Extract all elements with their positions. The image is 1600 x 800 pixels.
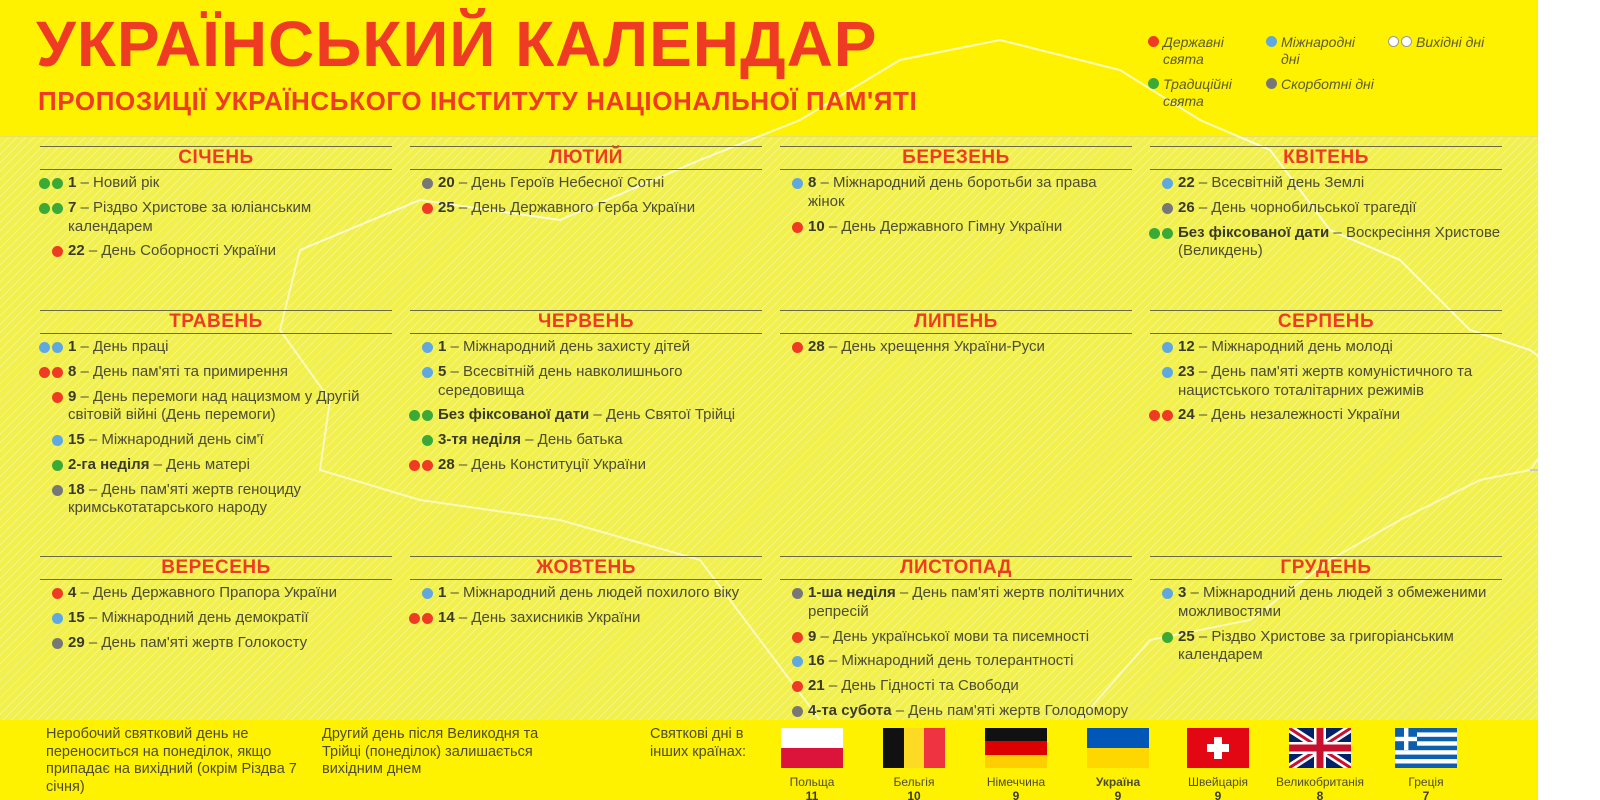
- category-dots-icon: [410, 342, 438, 353]
- holiday-entry: [780, 652, 1132, 671]
- month-block: [410, 146, 762, 224]
- country-holiday-count: 8: [1316, 789, 1324, 800]
- holiday-name: – Всесвітній день Землі: [1194, 174, 1365, 191]
- legend-weekend: [1388, 34, 1528, 51]
- holiday-date: 7: [68, 198, 77, 216]
- footer-note-1: Неробочий святковий день не переноситься на понеділок, якщо припадає на вихідний (окрім Різдва 7 січня): [46, 726, 297, 796]
- holiday-name: – День Соборності України: [84, 242, 277, 260]
- holiday-date: 1: [68, 338, 77, 355]
- category-dots-icon: [780, 588, 808, 599]
- holiday-name: – Міжнародний день молоді: [1194, 338, 1393, 355]
- holiday-date: 22: [1178, 174, 1195, 191]
- holiday-date: 5: [438, 362, 447, 380]
- state-dot-icon: [52, 392, 63, 403]
- holiday-date: 15: [68, 431, 85, 448]
- state-dot-icon: [52, 588, 63, 599]
- holiday-date: 22: [68, 242, 85, 260]
- holiday-name: – День пам'яті жертв політичних репресій: [808, 584, 1125, 620]
- holiday-entry: [410, 174, 762, 193]
- flag-pl-icon: [781, 728, 843, 768]
- holiday-entry: [410, 406, 762, 425]
- holiday-name: – День Державного Прапора України: [76, 584, 337, 601]
- holiday-name: – День пам'яті жертв комуністичного та нацистського тоталітарних режимів: [1178, 362, 1473, 399]
- holiday-name: – День пам'яті та примирення: [76, 362, 289, 380]
- month-title: КВІТЕНЬ: [1150, 146, 1502, 170]
- month-block: [40, 556, 392, 658]
- state-dot-icon: [422, 460, 433, 471]
- intl-dot-icon: [792, 656, 803, 667]
- countries-label: Святкові дні в інших країнах:: [650, 726, 747, 760]
- holiday-name: – Новий рік: [76, 174, 160, 191]
- holiday-name: – День пам'яті жертв Голодомору: [891, 701, 1129, 719]
- holiday-name: – День Героїв Небесної Сотні: [454, 174, 665, 191]
- country-name: Польща: [789, 775, 835, 789]
- legend-mourning-label: Скорботні дні: [1281, 76, 1374, 92]
- country-holiday-count: 9: [1214, 789, 1222, 800]
- holiday-name: – День батька: [520, 431, 623, 448]
- blue-dot-icon: [1266, 36, 1277, 47]
- holiday-date: 4: [68, 584, 77, 601]
- holiday-date: 8: [808, 174, 817, 191]
- month-title: СЕРПЕНЬ: [1150, 310, 1502, 334]
- month-block: [410, 556, 762, 634]
- country-holiday-count: 7: [1422, 789, 1430, 800]
- holiday-entry: [40, 609, 392, 628]
- flag-ua-icon: [1087, 728, 1149, 768]
- flag-de-icon: [985, 728, 1047, 768]
- category-dots-icon: [780, 632, 808, 643]
- grey-dot-icon: [1266, 78, 1277, 89]
- holiday-name: – День української мови та писемності: [816, 627, 1090, 645]
- holiday-name: – День матері: [149, 455, 250, 473]
- flag-be-icon: [883, 728, 945, 768]
- month-block: [1150, 146, 1502, 267]
- holiday-name: – Міжнародний день толерантності: [824, 652, 1074, 670]
- category-dots-icon: [1150, 410, 1178, 421]
- mourning-dot-icon: [792, 706, 803, 717]
- holiday-entry: [40, 431, 392, 450]
- category-dots-icon: [1150, 367, 1178, 378]
- category-dots-icon: [780, 681, 808, 692]
- month-title: ЛИСТОПАД: [780, 556, 1132, 580]
- month-title: ЛЮТИЙ: [410, 146, 762, 170]
- holiday-name: – День хрещення України-Руси: [824, 338, 1045, 355]
- category-dots-icon: [40, 392, 68, 403]
- holiday-entry: [40, 388, 392, 426]
- category-dots-icon: [40, 435, 68, 446]
- holiday-entry: [410, 199, 762, 218]
- holiday-date: 1-ша неділя: [808, 584, 896, 601]
- holiday-date: 28: [438, 455, 455, 473]
- holiday-entry: [410, 338, 762, 357]
- intl-dot-icon: [422, 342, 433, 353]
- trad-dot-icon: [52, 178, 63, 189]
- holiday-entry: [40, 481, 392, 519]
- legend-trad: [1148, 76, 1258, 110]
- legend-trad-label: Традиційні свята: [1163, 76, 1232, 109]
- holiday-entry: [410, 609, 762, 628]
- category-dots-icon: [410, 435, 438, 446]
- holiday-name: – День пам'яті жертв Голокосту: [84, 633, 308, 651]
- mourning-dot-icon: [52, 638, 63, 649]
- trad-dot-icon: [422, 410, 433, 421]
- state-dot-icon: [792, 342, 803, 353]
- month-block: [410, 310, 762, 481]
- month-title: ЖОВТЕНЬ: [410, 556, 762, 580]
- category-dots-icon: [40, 367, 68, 378]
- category-dots-icon: [1150, 228, 1178, 239]
- intl-dot-icon: [1162, 342, 1173, 353]
- holiday-entry: [40, 363, 392, 382]
- holiday-entry: [780, 628, 1132, 647]
- state-dot-icon: [52, 367, 63, 378]
- legend: [1148, 34, 1528, 114]
- legend-intl-label: Міжнародні дні: [1281, 34, 1356, 67]
- category-dots-icon: [40, 178, 68, 189]
- holiday-name: – Міжнародний день захисту дітей: [446, 338, 690, 355]
- country-name: Греція: [1408, 775, 1444, 789]
- country-holiday-count: 11: [805, 789, 819, 800]
- intl-dot-icon: [792, 178, 803, 189]
- month-block: [1150, 556, 1502, 671]
- intl-dot-icon: [422, 588, 433, 599]
- category-dots-icon: [40, 246, 68, 257]
- intl-dot-icon: [1162, 588, 1173, 599]
- country-holiday-count: 9: [1114, 789, 1122, 800]
- holiday-entry: [1150, 628, 1502, 666]
- month-block: [1150, 310, 1502, 431]
- month-title: ТРАВЕНЬ: [40, 310, 392, 334]
- page-subtitle: ПРОПОЗИЦІЇ УКРАЇНСЬКОГО ІНСТИТУТУ НАЦІОНАЛЬНОЇ ПАМ'ЯТІ: [38, 86, 918, 116]
- holiday-entry: [40, 199, 392, 237]
- category-dots-icon: [780, 342, 808, 353]
- holiday-entry: [40, 456, 392, 475]
- intl-dot-icon: [52, 613, 63, 624]
- flag-gr-icon: [1395, 728, 1457, 768]
- holiday-name: – Міжнародний день людей похилого віку: [446, 584, 740, 601]
- category-dots-icon: [410, 410, 438, 421]
- category-dots-icon: [410, 588, 438, 599]
- holiday-entry: [410, 456, 762, 475]
- holiday-name: – День незалежності України: [1194, 406, 1401, 424]
- holiday-date: 9: [68, 387, 77, 405]
- holiday-name: – День Державного Герба України: [454, 198, 696, 216]
- holiday-name: – Різдво Христове за юліанським календарем: [68, 198, 312, 235]
- holiday-entry: [780, 584, 1132, 622]
- holiday-entry: [1150, 406, 1502, 425]
- flag-ch-icon: [1187, 728, 1249, 768]
- category-dots-icon: [40, 638, 68, 649]
- holiday-name: – Міжнародний день боротьби за права жінок: [808, 174, 1097, 210]
- holiday-date: 1: [438, 584, 447, 601]
- category-dots-icon: [40, 203, 68, 214]
- country-holiday-count: 9: [1012, 789, 1020, 800]
- country-name: Великобританія: [1275, 775, 1365, 789]
- holiday-entry: [780, 174, 1132, 212]
- holiday-date: 8: [68, 362, 77, 380]
- page-title: УКРАЇНСЬКИЙ КАЛЕНДАР: [36, 8, 878, 80]
- holiday-date: 3-тя неділя: [438, 431, 521, 448]
- holiday-date: 1: [68, 174, 77, 191]
- holiday-entry: [410, 584, 762, 603]
- intl-dot-icon: [52, 342, 63, 353]
- holiday-date: 9: [808, 627, 817, 645]
- legend-state: [1148, 34, 1248, 68]
- intl-dot-icon: [39, 342, 50, 353]
- holiday-entry: [40, 242, 392, 261]
- month-block: [40, 146, 392, 267]
- category-dots-icon: [410, 613, 438, 624]
- holiday-date: 15: [68, 608, 85, 626]
- holiday-name: – День Державного Гімну України: [824, 217, 1063, 235]
- holiday-entry: [780, 677, 1132, 696]
- category-dots-icon: [1150, 588, 1178, 599]
- mourning-dot-icon: [1162, 203, 1173, 214]
- holiday-date: 12: [1178, 338, 1195, 355]
- country-name: Німеччина: [986, 775, 1046, 789]
- holiday-entry: [1150, 363, 1502, 401]
- category-dots-icon: [1150, 203, 1178, 214]
- holiday-date: 2-га неділя: [68, 455, 150, 473]
- holiday-date: 29: [68, 633, 85, 651]
- holiday-date: 25: [438, 198, 455, 216]
- holiday-date: Без фіксованої дати: [1178, 223, 1330, 241]
- holiday-entry: [40, 634, 392, 653]
- holiday-date: 10: [808, 217, 825, 235]
- holiday-entry: [410, 431, 762, 450]
- trad-dot-icon: [39, 178, 50, 189]
- country-holiday-count: 10: [907, 789, 921, 800]
- holiday-date: 18: [68, 480, 85, 498]
- holiday-name: – День перемоги над нацизмом у Другій світовій війні (День перемоги): [68, 387, 360, 424]
- category-dots-icon: [40, 485, 68, 496]
- holiday-entry: [1150, 199, 1502, 218]
- legend-intl: [1266, 34, 1376, 68]
- holiday-entry: [40, 338, 392, 357]
- white-dots-icon: [1388, 36, 1412, 47]
- holiday-entry: [1150, 224, 1502, 262]
- trad-dot-icon: [1162, 228, 1173, 239]
- holiday-name: – День пам'яті жертв геноциду кримськотатарського народу: [68, 480, 301, 517]
- state-dot-icon: [792, 681, 803, 692]
- holiday-date: 26: [1178, 198, 1195, 216]
- footer-note-2: Другий день після Великодня та Трійці (понеділок) залишається вихідним днем: [322, 726, 539, 778]
- intl-dot-icon: [1162, 178, 1173, 189]
- holiday-name: – Всесвітній день навколишнього середовища: [438, 362, 683, 399]
- holiday-date: 14: [438, 608, 455, 626]
- state-dot-icon: [1149, 410, 1160, 421]
- holiday-date: Без фіксованої дати: [438, 406, 590, 424]
- legend-weekend-label: Вихідні дні: [1416, 34, 1485, 50]
- holiday-date: 28: [808, 338, 825, 355]
- category-dots-icon: [1150, 632, 1178, 643]
- holiday-date: 23: [1178, 362, 1195, 380]
- holiday-entry: [1150, 338, 1502, 357]
- holiday-date: 20: [438, 174, 455, 191]
- holiday-name: – Міжнародний день людей з обмеженими можливостями: [1178, 584, 1487, 620]
- holiday-name: – День Конституції України: [454, 455, 646, 473]
- category-dots-icon: [410, 203, 438, 214]
- category-dots-icon: [1150, 342, 1178, 353]
- holiday-entry: [40, 584, 392, 603]
- state-dot-icon: [409, 460, 420, 471]
- country-name: Швейцарія: [1188, 775, 1248, 789]
- month-title: ЛИПЕНЬ: [780, 310, 1132, 334]
- legend-state-label: Державні свята: [1163, 34, 1224, 67]
- trad-dot-icon: [52, 460, 63, 471]
- country-name: Бельгія: [893, 775, 935, 789]
- holiday-date: 24: [1178, 406, 1195, 424]
- holiday-entry: [780, 702, 1132, 721]
- trad-dot-icon: [39, 203, 50, 214]
- month-title: ЧЕРВЕНЬ: [410, 310, 762, 334]
- holiday-name: – День Гідності та Свободи: [824, 677, 1019, 694]
- category-dots-icon: [40, 342, 68, 353]
- category-dots-icon: [780, 656, 808, 667]
- state-dot-icon: [792, 632, 803, 643]
- red-dot-icon: [1148, 36, 1159, 47]
- holiday-entry: [1150, 174, 1502, 193]
- category-dots-icon: [780, 222, 808, 233]
- state-dot-icon: [792, 222, 803, 233]
- category-dots-icon: [40, 460, 68, 471]
- state-dot-icon: [52, 246, 63, 257]
- state-dot-icon: [409, 613, 420, 624]
- holiday-entry: [40, 174, 392, 193]
- holiday-entry: [1150, 584, 1502, 622]
- category-dots-icon: [40, 613, 68, 624]
- intl-dot-icon: [1162, 367, 1173, 378]
- holiday-date: 4-та субота: [808, 701, 892, 719]
- month-title: БЕРЕЗЕНЬ: [780, 146, 1132, 170]
- category-dots-icon: [1150, 178, 1178, 189]
- intl-dot-icon: [52, 435, 63, 446]
- month-block: [780, 310, 1132, 363]
- month-block: [40, 310, 392, 524]
- category-dots-icon: [410, 367, 438, 378]
- holiday-name: – Міжнародний день сім'ї: [84, 431, 264, 448]
- category-dots-icon: [410, 460, 438, 471]
- trad-dot-icon: [52, 203, 63, 214]
- month-title: ГРУДЕНЬ: [1150, 556, 1502, 580]
- holiday-name: – День Святої Трійці: [589, 406, 736, 424]
- month-title: ВЕРЕСЕНЬ: [40, 556, 392, 580]
- state-dot-icon: [1162, 410, 1173, 421]
- trad-dot-icon: [409, 410, 420, 421]
- holiday-entry: [780, 218, 1132, 237]
- category-dots-icon: [40, 588, 68, 599]
- holiday-name: – Різдво Христове за григоріанським календарем: [1178, 627, 1454, 664]
- mourning-dot-icon: [792, 588, 803, 599]
- category-dots-icon: [780, 706, 808, 717]
- mourning-dot-icon: [422, 178, 433, 189]
- trad-dot-icon: [422, 435, 433, 446]
- category-dots-icon: [410, 178, 438, 189]
- state-dot-icon: [422, 613, 433, 624]
- flag-gb-icon: [1289, 728, 1351, 768]
- mourning-dot-icon: [52, 485, 63, 496]
- month-title: СІЧЕНЬ: [40, 146, 392, 170]
- holiday-date: 1: [438, 338, 447, 355]
- holiday-name: – День праці: [76, 338, 169, 355]
- holiday-entry: [780, 338, 1132, 357]
- legend-mourning: [1266, 76, 1376, 93]
- state-dot-icon: [39, 367, 50, 378]
- country-name: Україна: [1095, 775, 1141, 789]
- holiday-name: – День чорнобильської трагедії: [1194, 198, 1417, 216]
- trad-dot-icon: [1149, 228, 1160, 239]
- state-dot-icon: [422, 203, 433, 214]
- holiday-name: – Міжнародний день демократії: [84, 608, 309, 626]
- holiday-date: 16: [808, 652, 825, 670]
- month-block: [780, 146, 1132, 242]
- holiday-name: – День захисників України: [454, 608, 641, 626]
- category-dots-icon: [780, 178, 808, 189]
- holiday-date: 21: [808, 677, 825, 694]
- holiday-entry: [410, 363, 762, 401]
- trad-dot-icon: [1162, 632, 1173, 643]
- green-dot-icon: [1148, 78, 1159, 89]
- holiday-name: – Воскресіння Христове (Великдень): [1178, 223, 1501, 260]
- holiday-date: 25: [1178, 627, 1195, 645]
- intl-dot-icon: [422, 367, 433, 378]
- month-block: [780, 556, 1132, 727]
- holiday-date: 3: [1178, 584, 1187, 601]
